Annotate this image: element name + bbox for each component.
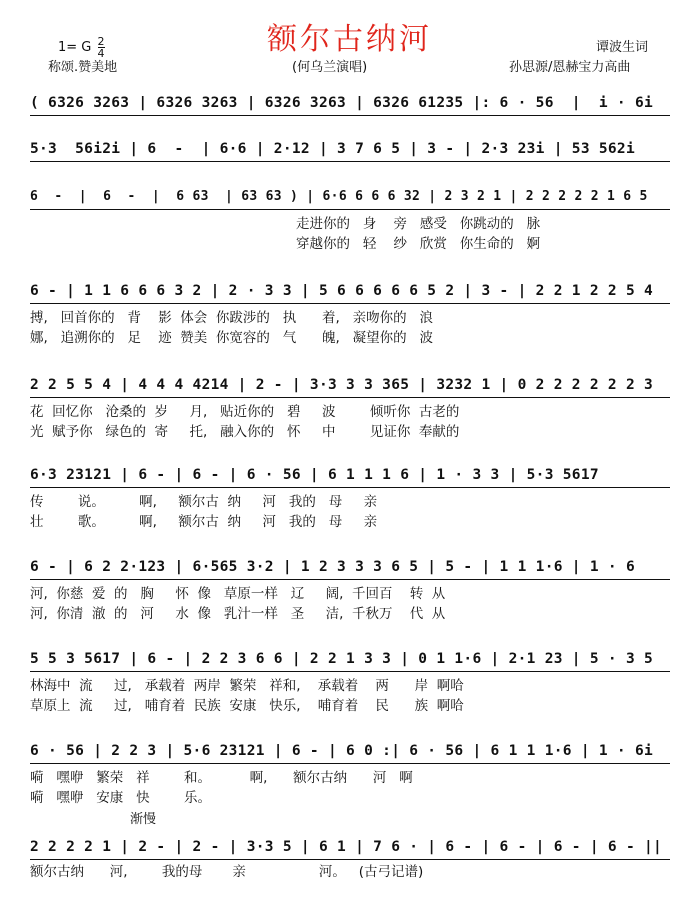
lyrics-verse-2: 草原上 流 过, 哺育着 民族 安康 快乐, 哺育着 民 族 啊哈 [30, 698, 464, 714]
beam-line [30, 303, 670, 304]
beam-line [30, 209, 670, 210]
lyricist-credit: 谭波生词 [596, 40, 649, 55]
lyrics-verse-1: 嗬 嘿咿 繁荣 祥 和。 啊, 额尔古纳 河 啊 [30, 770, 413, 786]
lyrics-verse-1: 传 说。 啊, 额尔古 纳 河 我的 母 亲 [30, 494, 378, 510]
lyrics-verse-2: 娜, 追溯你的 足 迹 赞美 你宽容的 气 魄, 凝望你的 波 [30, 330, 434, 346]
key-label: 1= G [58, 40, 92, 55]
notation-line: 6 - | 6 - | 6 63 | 63 63 ) | 6·6 6 6 6 32 | 2 3 2 1 | 2 2 2 2 2 1 6 5 [30, 186, 670, 208]
lyrics-verse-1: 搏, 回首你的 背 影 体会 你跋涉的 执 着, 亲吻你的 浪 [30, 310, 434, 326]
song-title: 额尔古纳河 [267, 22, 432, 57]
beam-line [30, 161, 670, 162]
beam-line [30, 859, 670, 860]
notation-line: 5 5 3 5617 | 6 - | 2 2 3 6 6 | 2 2 1 3 3 | 0 1 1·6 | 2·1 23 | 5 · 3 5 [30, 648, 670, 670]
notation-line: 6·3 23121 | 6 - | 6 - | 6 · 56 | 6 1 1 1 6 | 1 · 3 3 | 5·3 5617 [30, 464, 670, 486]
lyrics-verse-2: 河, 你清 澈 的 河 水 像 乳汁一样 圣 洁, 千秋万 代 从 [30, 606, 446, 622]
notation-line: 5·3 56i2i | 6 - | 6·6 | 2·12 | 3 7 6 5 | 3 - | 2·3 23i | 53 562i [30, 138, 670, 160]
beam-line [30, 763, 670, 764]
notation-line: 2 2 5 5 4 | 4 4 4 4214 | 2 - | 3·3 3 3 365 | 3232 1 | 0 2 2 2 2 2 2 3 [30, 374, 670, 396]
time-denominator: 4 [97, 47, 105, 60]
beam-line [30, 579, 670, 580]
time-numerator: 2 [97, 35, 105, 48]
notation-line: ( 6326 3263 | 6326 3263 | 6326 3263 | 6326 61235 |: 6 · 56 | i · 6i [30, 92, 670, 114]
lyrics-verse-1: 走进你的 身 旁 感受 你跳动的 脉 [296, 216, 541, 232]
lyrics-verse-2: 嗬 嘿咿 安康 快 乐。 [30, 790, 211, 806]
beam-line [30, 397, 670, 398]
notation-line: 6 - | 6 2 2·123 | 6·565 3·2 | 1 2 3 3 3 6 5 | 5 - | 1 1 1·6 | 1 · 6 [30, 556, 670, 578]
notation-line: 6 · 56 | 2 2 3 | 5·6 23121 | 6 - | 6 0 :| 6 · 56 | 6 1 1 1·6 | 1 · 6i [30, 740, 670, 762]
composer-credit: 孙思源/恩赫宝力高曲 [509, 60, 631, 75]
lyrics-verse-1: 花 回忆你 沧桑的 岁 月, 贴近你的 碧 波 倾听你 古老的 [30, 404, 460, 420]
lyrics-verse-2: 穿越你的 轻 纱 欣赏 你生命的 婀 [296, 236, 541, 252]
lyrics-verse-2: 光 赋予你 绿色的 寄 托, 融入你的 怀 中 见证你 奉献的 [30, 424, 460, 440]
performer-note: (何乌兰演唱) [292, 60, 368, 75]
lyrics-verse-1: 林海中 流 过, 承载着 两岸 繁荣 祥和, 承载着 两 岸 啊哈 [30, 678, 464, 694]
notation-line: 6 - | 1 1 6 6 6 3 2 | 2 · 3 3 | 5 6 6 6 6 6 5 2 | 3 - | 2 2 1 2 2 5 4 [30, 280, 670, 302]
lyrics-verse-1: 额尔古纳 河, 我的母 亲 河。 (古弓记谱) [30, 864, 424, 880]
tempo-marking: 渐慢 [130, 812, 157, 827]
lyrics-verse-2: 壮 歌。 啊, 额尔古 纳 河 我的 母 亲 [30, 514, 378, 530]
beam-line [30, 487, 670, 488]
notation-line: 2 2 2 2 1 | 2 - | 2 - | 3·3 5 | 6 1 | 7 6 · | 6 - | 6 - | 6 - | 6 - || [30, 836, 670, 858]
beam-line [30, 671, 670, 672]
mood-marking: 称颂.赞美地 [48, 60, 118, 75]
lyrics-verse-1: 河, 你慈 爱 的 胸 怀 像 草原一样 辽 阔, 千回百 转 从 [30, 586, 446, 602]
beam-line [30, 115, 670, 116]
